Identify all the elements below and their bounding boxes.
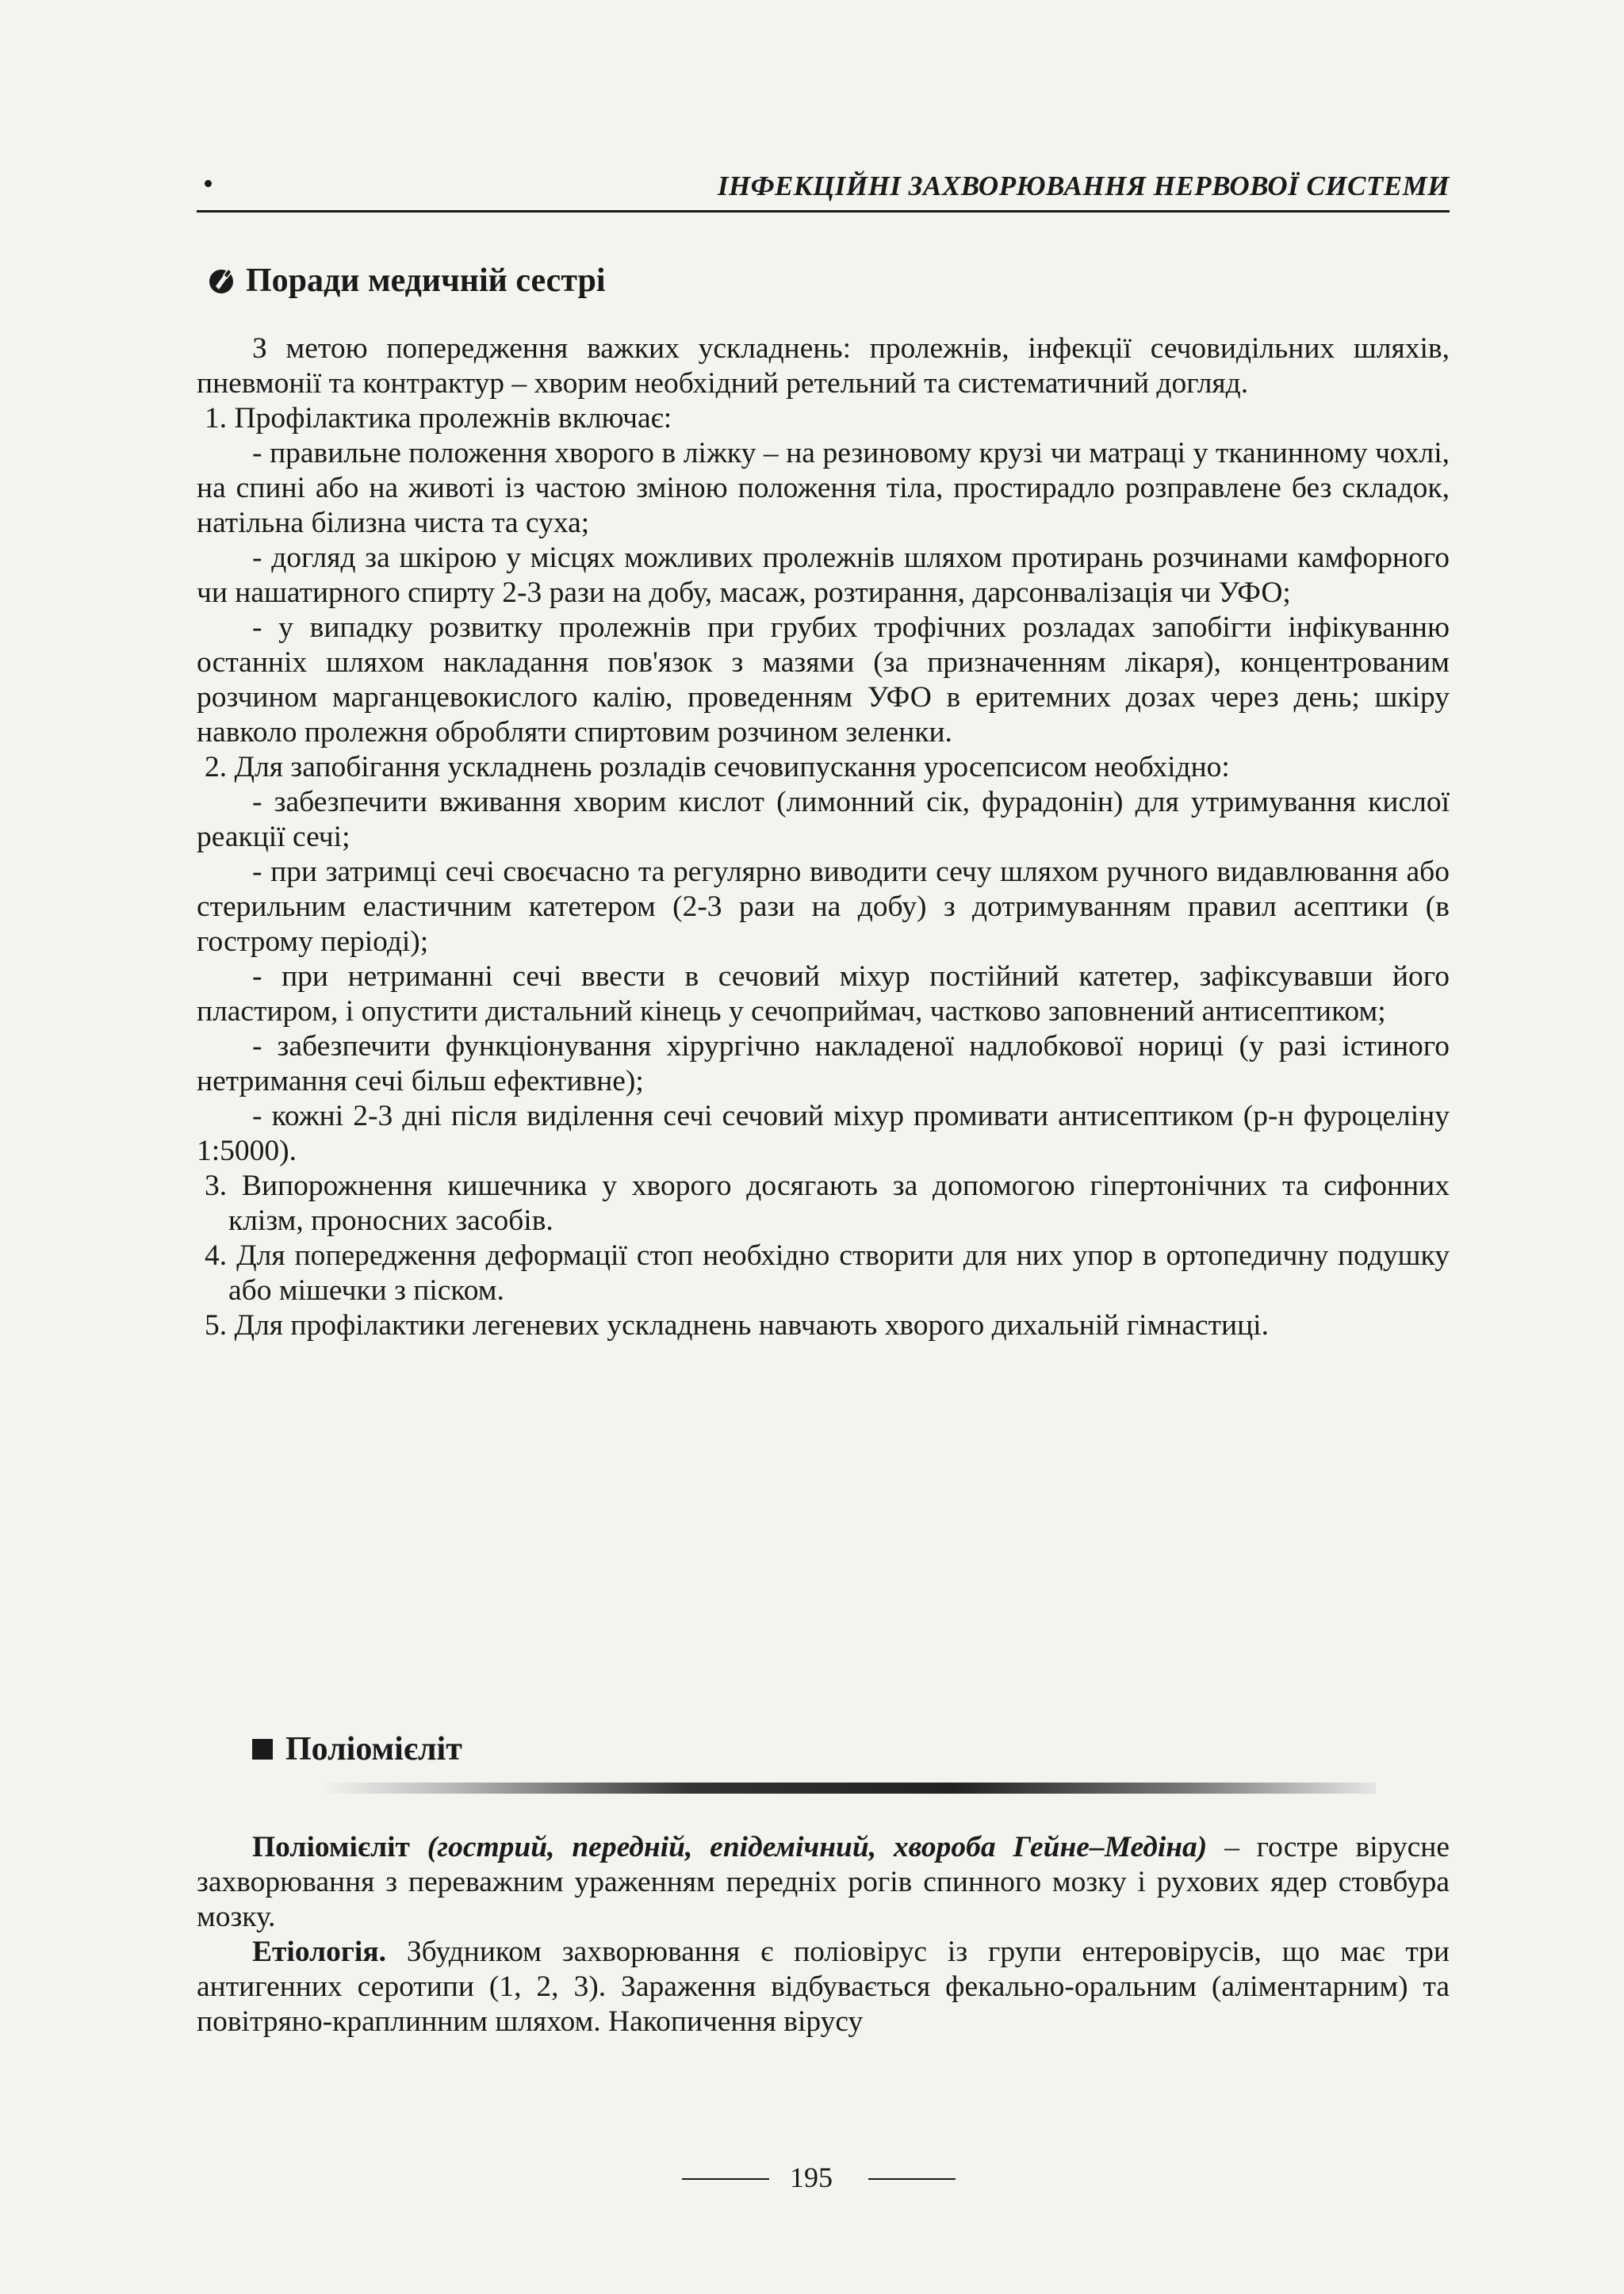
tips-heading-text: Поради медичній сестрі [246,262,606,299]
running-header [197,163,1450,213]
tips-item-1: 1. Профілактика пролежнів включає: [205,402,672,435]
tips-item-5: 5. Для профілактики легеневих ускладнень навчають хворого дихальній гімнастиці. [205,1309,1269,1342]
definition-text: – гостре вірусне захворювання з переважним ураженням передніх рогів спинного мозку і рухових ядер стовбура мозку. [197,1831,1450,1933]
definition-paragraph [197,1830,1450,1935]
tips-body [197,331,1450,1343]
footer-rule-right [868,2178,956,2180]
tips-subitem: - при нетриманні сечі ввести в сечовий міхур постійний катетер, зафіксувавши його пластиром, і опустити дистальний кінець у сечоприймач, частково заповнений антисептиком; [197,960,1450,1028]
tips-subitem: - у випадку розвитку пролежнів при грубих трофічних розладах запобігти інфікуванню останніх шляхом накладання пов'язок з мазями (за призначенням лікаря), концентрованим розчином марганцевокислого калію, проведенням УФО в еритемних дозах через день; шкіру навколо пролежня обробляти спиртовим розчином зеленки. [197,611,1450,749]
definition-term: Поліомієліт [252,1831,410,1863]
section-body [197,1830,1450,2039]
section-rule [321,1783,1376,1794]
definition-synonyms: (гострий, передній, епідемічний, хвороба Гейне–Медіна) [427,1831,1208,1863]
tips-subitem: - забезпечити функціонування хірургічно накладеної надлобкової нориці (у разі істиного нетримання сечі більш ефективне); [197,1030,1450,1097]
tips-intro: З метою попередження важких ускладнень: пролежнів, інфекції сечовидільних шляхів, пневмонії та контрактур – хворим необхідний ретельний та систематичний догляд. [197,332,1450,400]
tips-item-2: 2. Для запобігання ускладнень розладів сечовипускання уросепсисом необхідно: [205,751,1230,783]
section-heading-text: Поліомієліт [285,1731,462,1767]
square-bullet-icon [252,1739,273,1760]
tips-subitem: - при затримці сечі своєчасно та регулярно виводити сечу шляхом ручного видавлювання або стерильним еластичним катетером (2-3 рази на добу) з дотримуванням правил асептики (в гострому періоді); [197,856,1450,958]
header-bullet [205,180,212,187]
tips-list [197,401,1450,1343]
footer-rule-left [682,2178,769,2180]
tips-item-3: 3. Випорожнення кишечника у хворого досягають за допомогою гіпертонічних та сифонних клізм, проносних засобів. [205,1170,1450,1237]
page-footer [0,2161,1624,2193]
header-title: ІНФЕКЦІЙНІ ЗАХВОРЮВАННЯ НЕРВОВОЇ СИСТЕМИ [717,170,1450,201]
etiology-label: Етіологія. [252,1936,387,1968]
etiology-text: Збудником захворювання є поліовірус із групи ентеровірусів, що має три антигенних серотипи (1, 2, 3). Зараження відбувається фекально-оральним (аліментарним) та повітряно-краплинним шляхом. Накопичення вірусу [197,1936,1450,2038]
tips-subitem: - правильне положення хворого в ліжку – на резиновому крузі чи матраці у тканинному чохлі, на спині або на животі із частою зміною положення тіла, простирадло розправлене без складок, натільна білизна чиста та суха; [197,437,1450,539]
tips-subitem: - кожні 2-3 дні після виділення сечі сечовий міхур промивати антисептиком (р-н фуроцеліну 1:5000). [197,1100,1450,1167]
section-heading [252,1730,462,1768]
tips-heading [208,262,606,300]
etiology-paragraph [197,1935,1450,2039]
tips-subitem: - догляд за шкірою у місцях можливих пролежнів шляхом протирань розчинами камфорного чи нашатирного спирту 2-3 рази на добу, масаж, розтирання, дарсонвалізація чи УФО; [197,542,1450,609]
tips-subitem: - забезпечити вживання хворим кислот (лимонний сік, фурадонін) для утримування кислої реакції сечі; [197,786,1450,853]
tips-item-4: 4. Для попередження деформації стоп необхідно створити для них упор в ортопедичну подушку або мішечки з піском. [205,1239,1450,1307]
pen-nib-icon [208,266,235,296]
page-number: 195 [790,2162,833,2193]
